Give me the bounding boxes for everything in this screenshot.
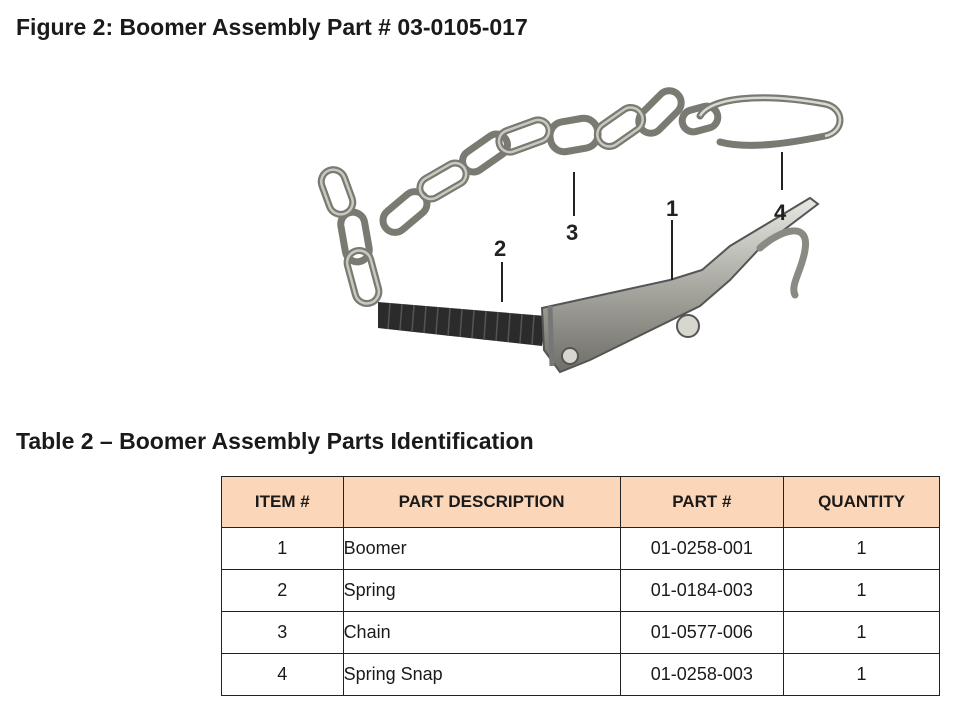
cell-description: Boomer: [343, 528, 620, 570]
cell-part-number: 01-0258-003: [620, 654, 783, 696]
cell-quantity: 1: [784, 570, 940, 612]
callout-3: 3: [566, 220, 579, 245]
spring-snap-illustration: [700, 98, 840, 146]
cell-part-number: 01-0184-003: [620, 570, 783, 612]
callout-4: 4: [774, 200, 787, 225]
parts-table: [221, 476, 940, 696]
header-description: PART DESCRIPTION: [343, 477, 620, 528]
cell-item: 3: [222, 612, 344, 654]
spring-illustration: [378, 302, 546, 346]
cell-description: Spring: [343, 570, 620, 612]
cell-quantity: 1: [784, 654, 940, 696]
callout-1: 1: [666, 196, 679, 221]
boomer-assembly-illustration: [290, 80, 850, 400]
cell-quantity: 1: [784, 612, 940, 654]
table-title: Table 2 – Boomer Assembly Parts Identification: [16, 428, 534, 454]
chain-illustration: [318, 86, 720, 306]
table-header-row: [222, 477, 940, 528]
cell-part-number: 01-0258-001: [620, 528, 783, 570]
figure-title: Figure 2: Boomer Assembly Part # 03-0105-017: [16, 14, 528, 40]
header-quantity: QUANTITY: [784, 477, 940, 528]
cell-item: 4: [222, 654, 344, 696]
header-item: ITEM #: [222, 477, 344, 528]
table-row: [222, 528, 940, 570]
cell-item: 2: [222, 570, 344, 612]
cell-description: Spring Snap: [343, 654, 620, 696]
table-row: [222, 654, 940, 696]
cell-item: 1: [222, 528, 344, 570]
table-row: [222, 612, 940, 654]
cell-description: Chain: [343, 612, 620, 654]
callout-2: 2: [494, 236, 507, 261]
header-part-number: PART #: [620, 477, 783, 528]
cell-part-number: 01-0577-006: [620, 612, 783, 654]
cell-quantity: 1: [784, 528, 940, 570]
table-row: [222, 570, 940, 612]
